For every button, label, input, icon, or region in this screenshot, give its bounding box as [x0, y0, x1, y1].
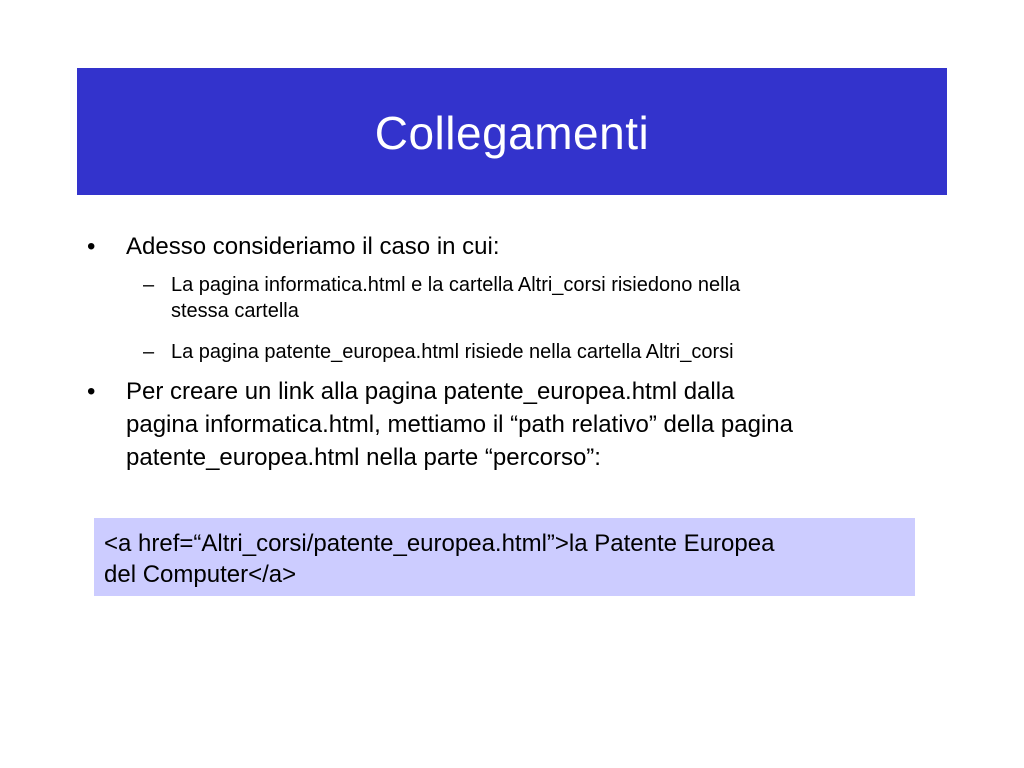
bullet-text-line: Per creare un link alla pagina patente_europea.html dalla	[126, 378, 735, 405]
sub-bullet-text-line: La pagina patente_europea.html risiede nella cartella Altri_corsi	[171, 341, 734, 363]
bullet-item	[87, 375, 946, 474]
sub-bullet-item	[143, 272, 931, 324]
code-example-line: <a href=“Altri_corsi/patente_europea.html”>la Patente Europea	[104, 530, 775, 557]
slide-title: Collegamenti	[374, 106, 650, 159]
sub-bullet-text-line: stessa cartella	[171, 300, 299, 322]
bullet-text-line: patente_europea.html nella parte “percorso”:	[126, 444, 601, 471]
sub-bullet-marker: –	[143, 274, 155, 296]
code-example-line: del Computer</a>	[104, 561, 297, 588]
code-example-box	[94, 518, 915, 596]
bullet-text-line: pagina informatica.html, mettiamo il “path relativo” della pagina	[126, 411, 793, 438]
sub-bullet-item	[143, 339, 931, 365]
bullet-item	[87, 230, 946, 263]
bullet-text: Adesso consideriamo il caso in cui:	[126, 233, 500, 260]
sub-bullet-marker: –	[143, 341, 155, 363]
sub-bullet-text-line: La pagina informatica.html e la cartella Altri_corsi risiedono nella	[171, 274, 741, 296]
bullet-marker: •	[87, 233, 96, 260]
bullet-marker: •	[87, 378, 96, 405]
